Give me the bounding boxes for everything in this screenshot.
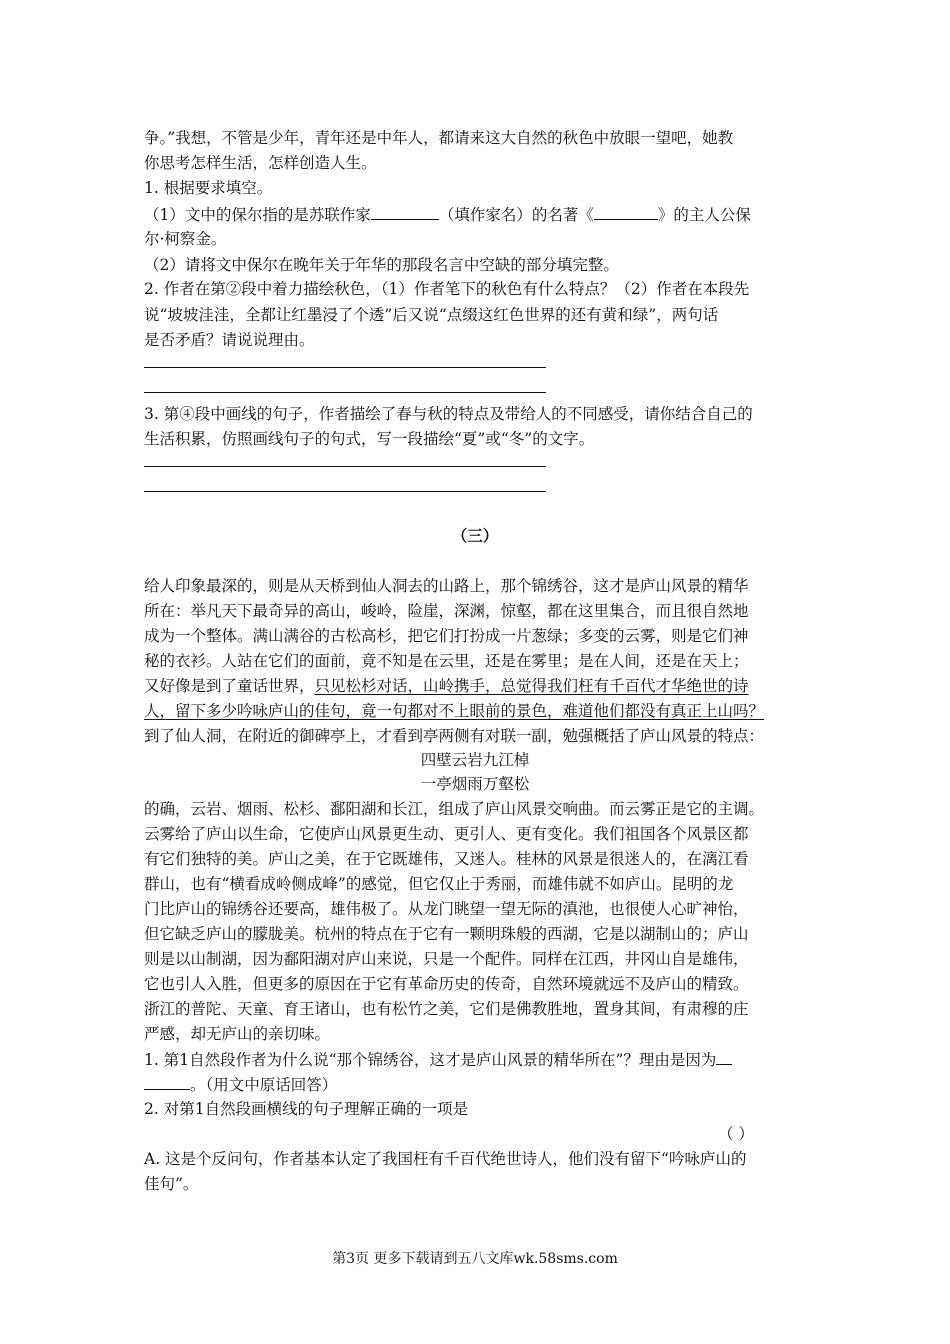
passage-line: 但它缺乏庐山的朦胧美。杭州的特点在于它有一颗明珠般的西湖，它是以湖制山的；庐山: [144, 925, 749, 943]
couplet-line: 四壁云岩九江棹: [420, 751, 530, 769]
question-1-1: （1）文中的保尔指的是苏联作家 （填作家名）的名著《 》的主人公保: [144, 203, 751, 226]
passage-line: 又好像是到了童话世界，只见松杉对话，山岭携手，总觉得我们枉有千百代才华绝世的诗: [144, 677, 749, 695]
section-heading: （三）: [451, 526, 499, 545]
passage-line: 争。”我想，不管是少年，青年还是中年人，都请来这大自然的秋色中放眼一望吧，她教: [144, 129, 734, 147]
question-2: 2. 对第1自然段画横线的句子理解正确的一项是: [144, 1100, 469, 1118]
passage-line: 给人印象最深的，则是从天桥到仙人洞去的山路上，那个锦绣谷，这才是庐山风景的精华: [144, 577, 749, 595]
question-2: 2. 作者在第②段中着力描绘秋色，（1）作者笔下的秋色有什么特点？（2）作者在本段先: [144, 280, 750, 298]
passage-line: 严感，却无庐山的亲切味。: [144, 1025, 331, 1043]
answer-line[interactable]: [144, 392, 546, 393]
underlined-sentence: 只见松杉对话，山岭携手，总觉得我们枉有千百代才华绝世的诗: [314, 677, 749, 695]
underlined-sentence: 人，留下多少吟咏庐山的佳句，竟一句都对不上眼前的景色，难道他们都没有真正上山吗？: [144, 702, 765, 720]
passage-line: 成为一个整体。满山满谷的古松高杉，把它们打扮成一片葱绿；多变的云雾，则是它们神: [144, 627, 749, 645]
question-2: 是否矛盾？请说说理由。: [144, 331, 315, 349]
answer-blank[interactable]: [144, 1073, 190, 1090]
question-1-cont: 。（用文中原话回答）: [144, 1073, 337, 1096]
page-footer: 第3页 更多下载请到五八文库wk.58sms.com: [332, 1251, 618, 1267]
passage-line: 有它们独特的美。庐山之美，在于它既雄伟，又迷人。桂林的风景是很迷人的，在漓江看: [144, 850, 749, 868]
option-a: A. 这是个反问句，作者基本认定了我国枉有千百代绝世诗人，他们没有留下“吟咏庐山的: [144, 1150, 747, 1168]
answer-paren[interactable]: （ ）: [718, 1125, 754, 1143]
passage-line: 所在：举凡天下最奇异的高山，峻岭，险崖，深渊，惊壑，都在这里集合，而且很自然地: [144, 602, 749, 620]
passage-line: 它也引人入胜，但更多的原因在于它有革命历史的传奇，自然环境就远不及庐山的精致。: [144, 975, 749, 993]
passage-line: 的确，云岩、烟雨、松杉、鄱阳湖和长江，组成了庐山风景交响曲。而云雾正是它的主调。: [144, 800, 765, 818]
question-2: 说“坡坡洼洼，全都让红墨浸了个透”后又说“点缀这红色世界的还有黄和绿”，两句话: [144, 306, 719, 324]
answer-line[interactable]: [144, 466, 546, 467]
passage-line: 云雾给了庐山以生命，它使庐山风景更生动、更引人、更有变化。我们祖国各个风景区都: [144, 825, 749, 843]
answer-blank[interactable]: [716, 1048, 732, 1065]
answer-line[interactable]: [144, 491, 546, 492]
question-3: 3. 第④段中画线的句子，作者描绘了春与秋的特点及带给人的不同感受，请你结合自己的: [144, 405, 753, 423]
passage-line: 到了仙人洞，在附近的御碑亭上，才看到亭两侧有对联一副，勉强概括了庐山风景的特点：: [144, 727, 765, 745]
passage-line: 秘的衣衫。人站在它们的面前，竟不知是在云里，还是在雾里；是在人间，还是在天上；: [144, 652, 749, 670]
couplet-line: 一亭烟雨万壑松: [420, 775, 530, 793]
passage-line: 群山，也有“横看成岭侧成峰”的感觉，但它仅止于秀丽，而雄伟就不如庐山。昆明的龙: [144, 875, 734, 893]
question-1: 1. 第1自然段作者为什么说“那个锦绣谷，这才是庐山风景的精华所在”？理由是因为: [144, 1048, 732, 1071]
author-blank[interactable]: [371, 203, 439, 220]
answer-line[interactable]: [144, 367, 546, 368]
question-1-title: 1. 根据要求填空。: [144, 179, 273, 197]
passage-line: 浙江的普陀、天童、育王诸山，也有松竹之美，它们是佛教胜地，置身其间，有肃穆的庄: [144, 1000, 749, 1018]
passage-line: 你思考怎样生活，怎样创造人生。: [144, 154, 377, 172]
option-a: 佳句”。: [144, 1175, 199, 1193]
question-1-1-cont: 尔·柯察金。: [144, 230, 227, 248]
question-3: 生活积累，仿照画线句子的句式，写一段描绘“夏”或“冬”的文字。: [144, 430, 595, 448]
passage-line: 门比庐山的锦绣谷还要高，雄伟极了。从龙门眺望一望无际的滇池，也很使人心旷神怡，: [144, 900, 749, 918]
book-title-blank[interactable]: [594, 203, 658, 220]
question-1-2: （2）请将文中保尔在晚年关于年华的那段名言中空缺的部分填完整。: [144, 256, 619, 274]
passage-line: 则是以山制湖，因为鄱阳湖对庐山来说，只是一个配件。同样在江西，井冈山自是雄伟，: [144, 950, 749, 968]
